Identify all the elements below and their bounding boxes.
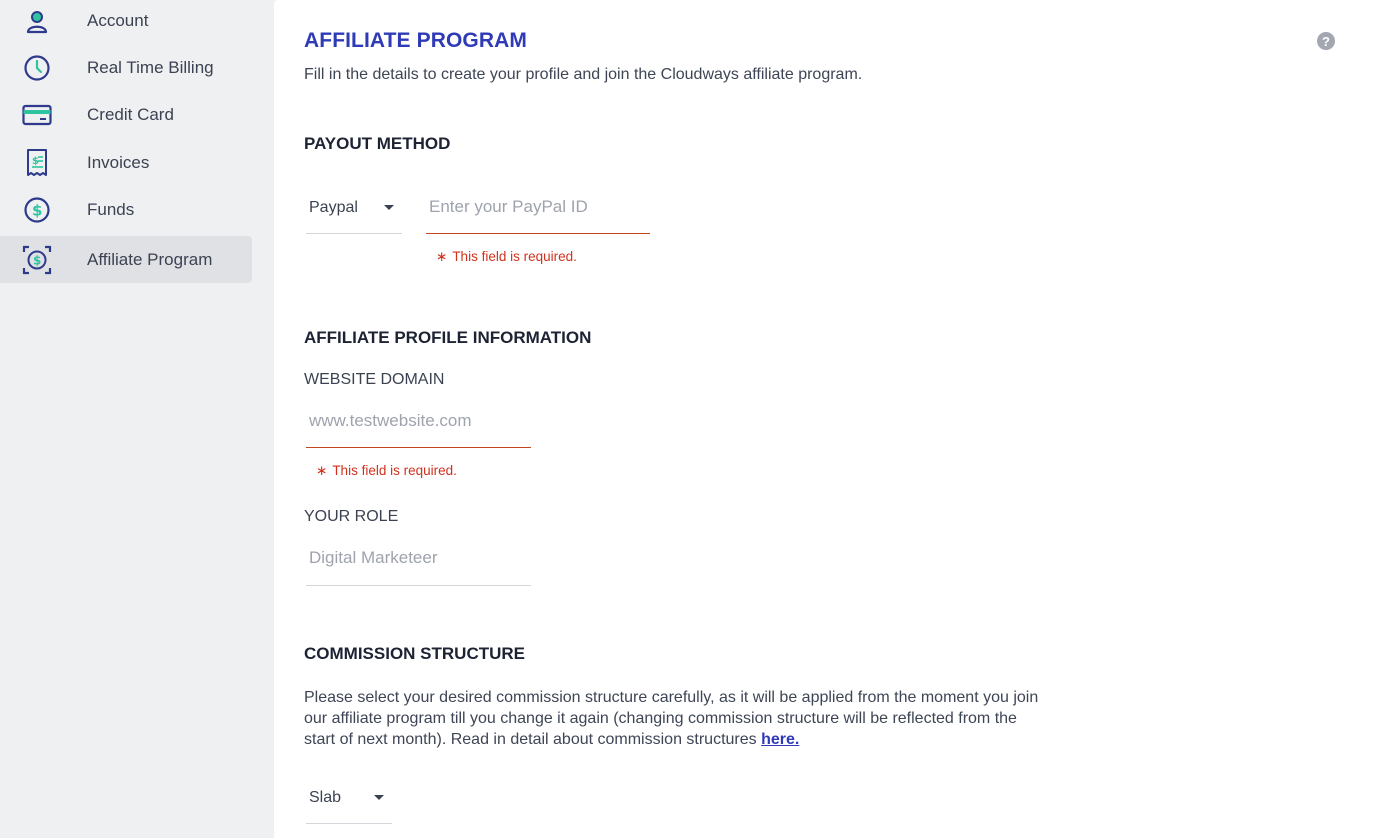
sidebar-item-label: Funds bbox=[87, 199, 135, 219]
commission-structure-heading: COMMISSION STRUCTURE bbox=[304, 644, 525, 663]
sidebar-item-label: Invoices bbox=[87, 152, 150, 172]
payout-method-select[interactable] bbox=[306, 182, 402, 234]
paypal-id-error-text: This field is required. bbox=[452, 249, 577, 264]
svg-text:$: $ bbox=[32, 155, 39, 167]
website-domain-input[interactable] bbox=[306, 394, 531, 448]
error-star-icon: ∗ bbox=[436, 249, 448, 264]
affiliate-profile-heading: AFFILIATE PROFILE INFORMATION bbox=[304, 328, 592, 347]
sidebar-item-label: Account bbox=[87, 10, 149, 30]
help-icon-symbol: ? bbox=[1322, 33, 1330, 49]
payout-method-value: Paypal bbox=[309, 198, 358, 216]
sidebar-item-label: Credit Card bbox=[87, 104, 174, 124]
affiliate-dollar-icon bbox=[22, 245, 52, 275]
page-subtitle: Fill in the details to create your profile and join the Cloudways affiliate program. bbox=[304, 66, 863, 83]
your-role-input[interactable] bbox=[306, 531, 531, 586]
main-panel bbox=[274, 0, 1378, 838]
dollar-coin-icon bbox=[22, 195, 52, 225]
paypal-id-input[interactable] bbox=[426, 180, 650, 234]
error-star-icon: ∗ bbox=[316, 463, 328, 478]
chevron-down-icon bbox=[374, 795, 384, 800]
commission-description-text: Please select your desired commission structure carefully, as it will be applied from the moment you join our affiliate program till you change it again (changing commission structure will be reflected from the start of next month). Read in detail about commission structures bbox=[304, 689, 1039, 748]
website-domain-label: WEBSITE DOMAIN bbox=[304, 371, 445, 388]
sidebar-item-label: Real Time Billing bbox=[87, 57, 214, 77]
help-icon[interactable] bbox=[1317, 32, 1335, 50]
svg-text:$: $ bbox=[32, 201, 43, 219]
commission-details-link[interactable]: here. bbox=[761, 731, 800, 748]
sidebar-item-label: Affiliate Program bbox=[87, 249, 213, 269]
clock-icon bbox=[22, 53, 52, 83]
your-role-label: YOUR ROLE bbox=[304, 508, 399, 525]
payout-method-heading: PAYOUT METHOD bbox=[304, 134, 451, 153]
website-domain-error bbox=[316, 463, 457, 479]
page-title: AFFILIATE PROGRAM bbox=[304, 29, 527, 52]
sidebar-item-account[interactable] bbox=[0, 0, 252, 44]
commission-structure-value: Slab bbox=[309, 788, 342, 806]
svg-text:$: $ bbox=[33, 253, 42, 267]
credit-card-icon bbox=[22, 100, 52, 130]
commission-structure-select[interactable] bbox=[306, 772, 392, 824]
sidebar-item-invoices[interactable] bbox=[0, 139, 252, 186]
sidebar-item-affiliate-program[interactable] bbox=[0, 236, 252, 283]
sidebar bbox=[0, 0, 262, 838]
user-icon bbox=[22, 6, 52, 36]
sidebar-item-funds[interactable] bbox=[0, 186, 252, 233]
sidebar-item-credit-card[interactable] bbox=[0, 91, 252, 138]
chevron-down-icon bbox=[384, 205, 394, 210]
paypal-id-error bbox=[436, 249, 577, 265]
website-domain-error-text: This field is required. bbox=[332, 463, 457, 478]
receipt-icon bbox=[22, 148, 52, 178]
sidebar-item-real-time-billing[interactable] bbox=[0, 44, 252, 91]
commission-description bbox=[304, 687, 1044, 750]
